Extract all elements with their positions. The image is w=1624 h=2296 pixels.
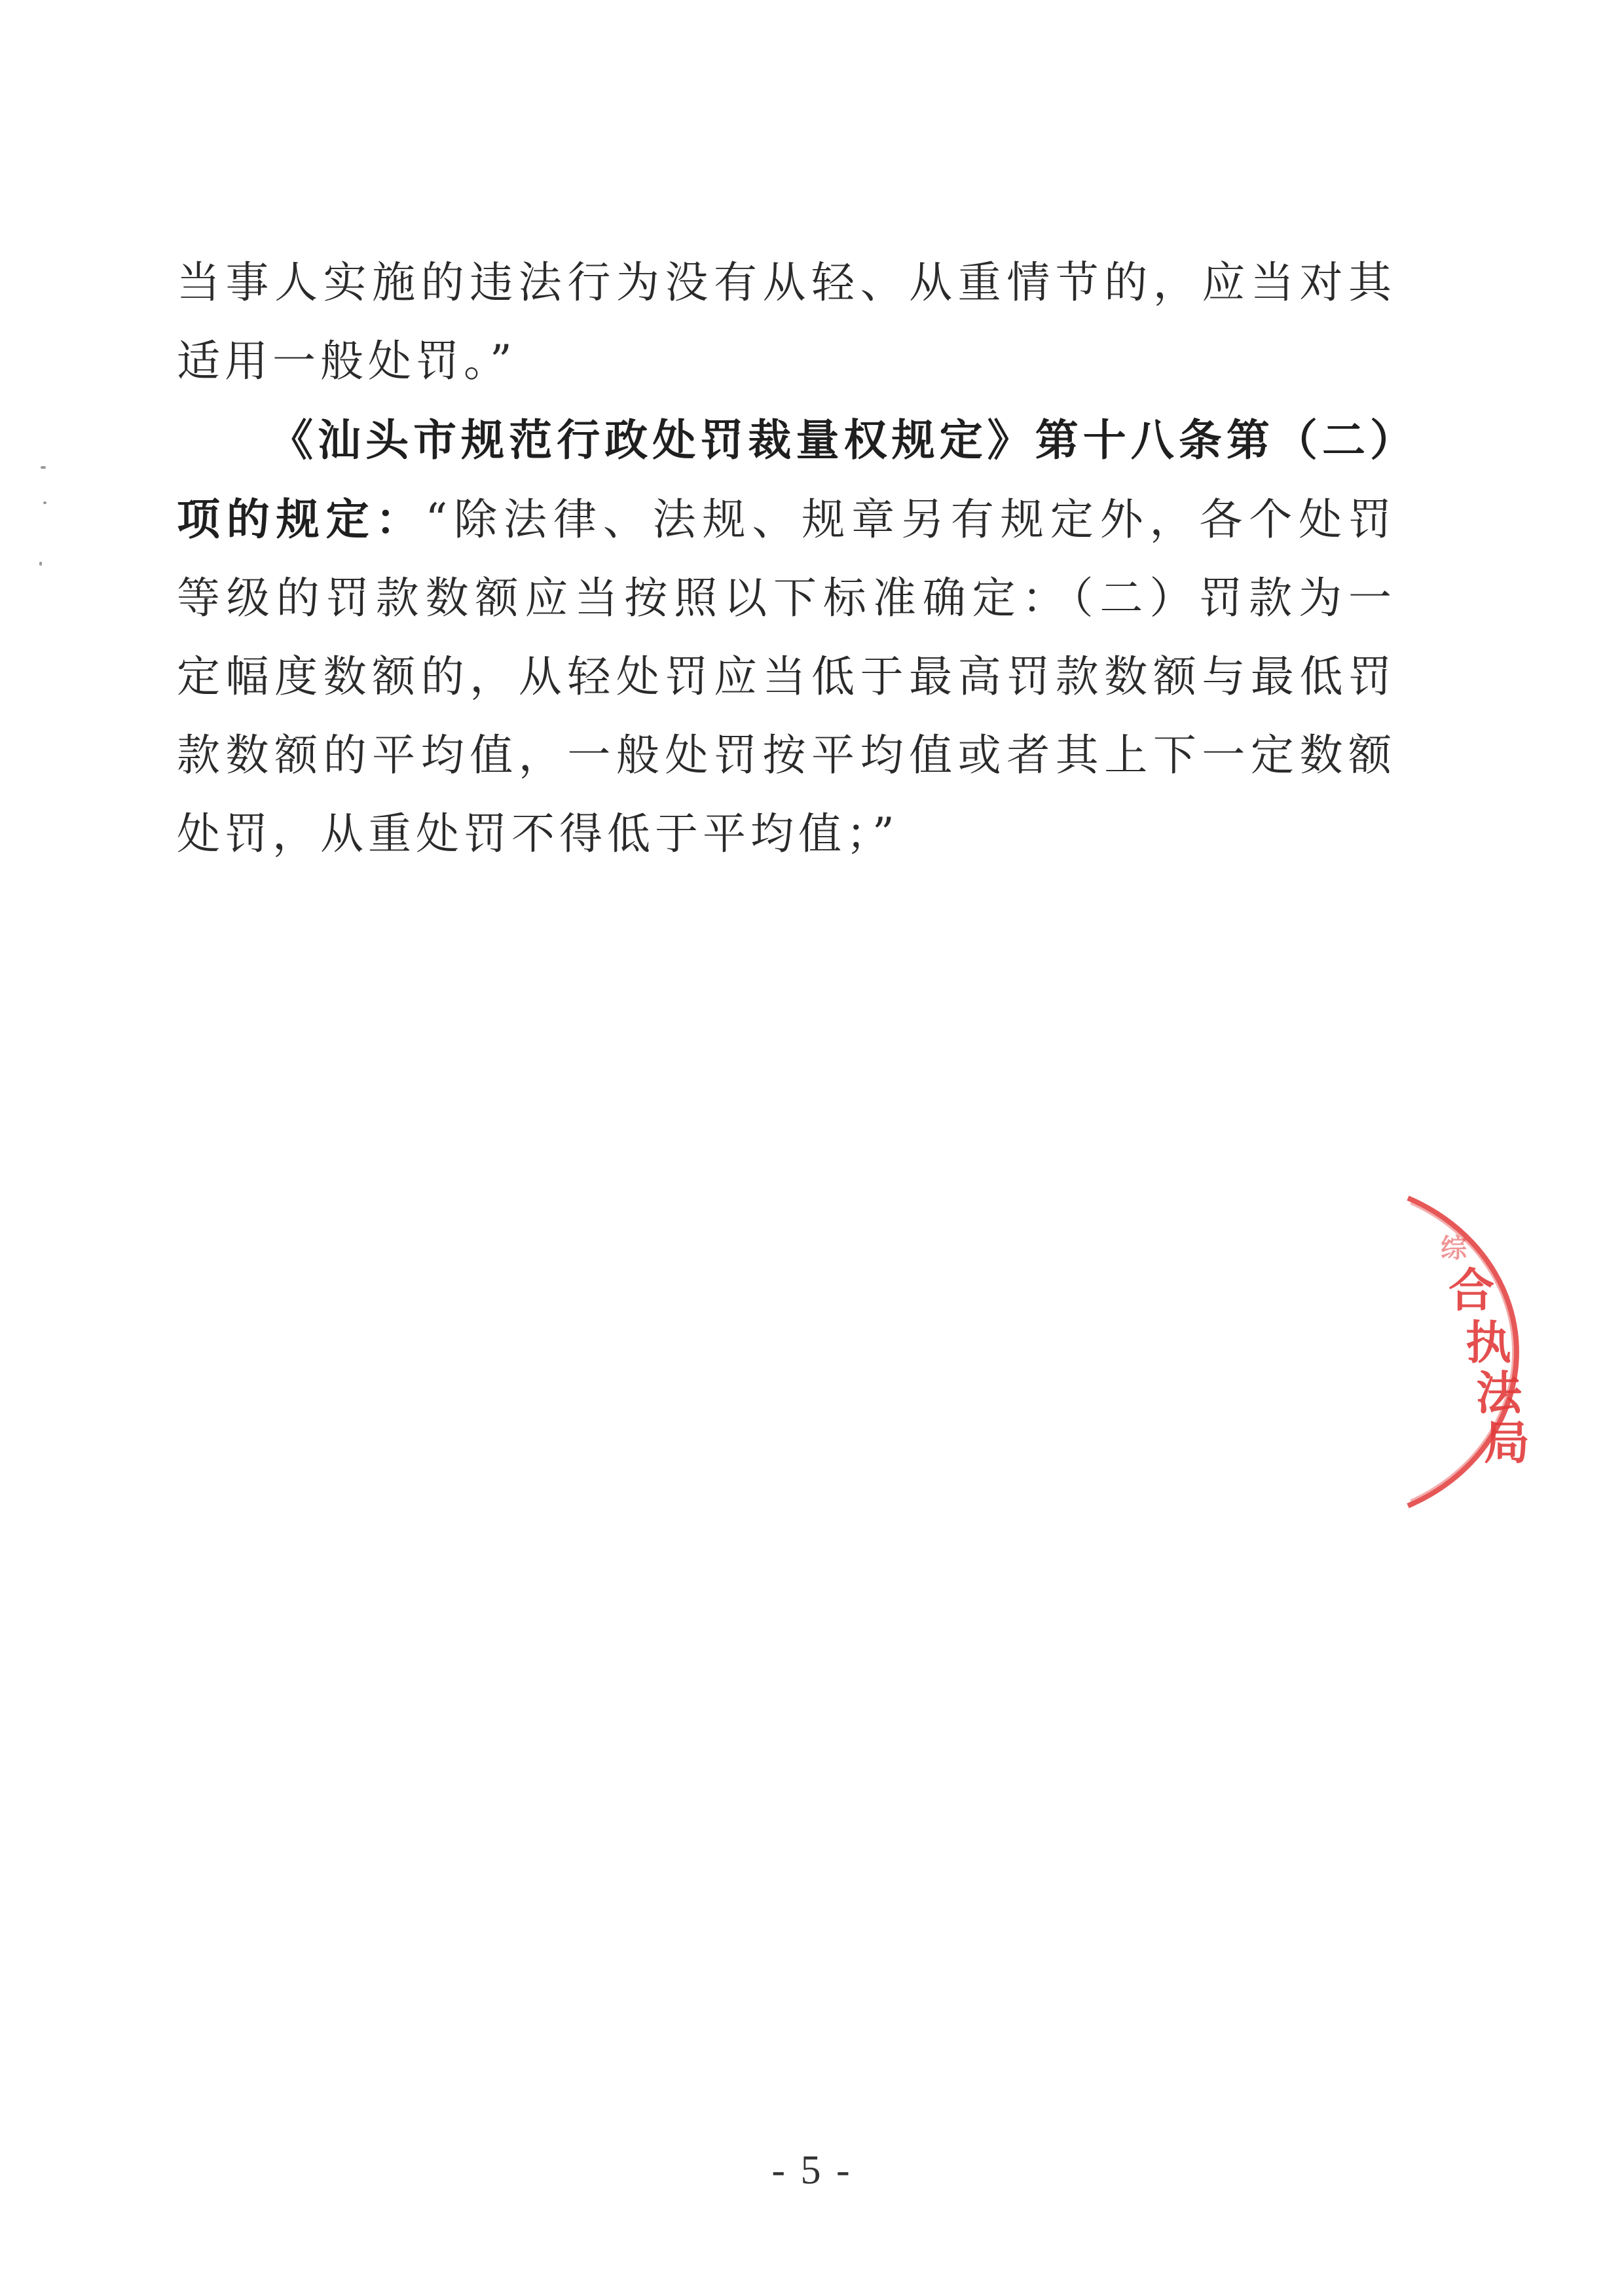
scan-mark — [41, 466, 46, 469]
seal-char: 法 — [1476, 1366, 1522, 1420]
seal-char: 执 — [1466, 1316, 1511, 1370]
scan-mark — [43, 501, 46, 504]
paragraph-1: 当事人实施的违法行为没有从轻、从重情节的，应当对其适用一般处罚。” — [177, 257, 1396, 386]
scan-mark — [39, 562, 42, 566]
regulation-quote: “除法律、法规、规章另有规定外，各个处罚等级的罚款数额应当按照以下标准确定：（二）罚款为一定幅度数额的，从轻处罚应当低于最高罚款数额与最低罚款数额的平均值，一般处罚按平均值或者其上下一定数额处罚，从重处罚不得低于平均值；” — [177, 494, 1397, 859]
page-number: - 5 - — [771, 2148, 853, 2193]
seal-char: 局 — [1484, 1416, 1530, 1470]
paragraph-2 — [177, 401, 1396, 873]
regulation-citation: 《汕头市规范行政处罚裁量权规定》第十八条第（二）项的规定： — [177, 414, 1396, 545]
official-seal-stamp — [1388, 1178, 1624, 1525]
svg-text:综 合 执 法 — [1441, 1214, 1538, 1470]
seal-char: 合 — [1449, 1264, 1494, 1317]
seal-char: 综 — [1441, 1233, 1467, 1264]
